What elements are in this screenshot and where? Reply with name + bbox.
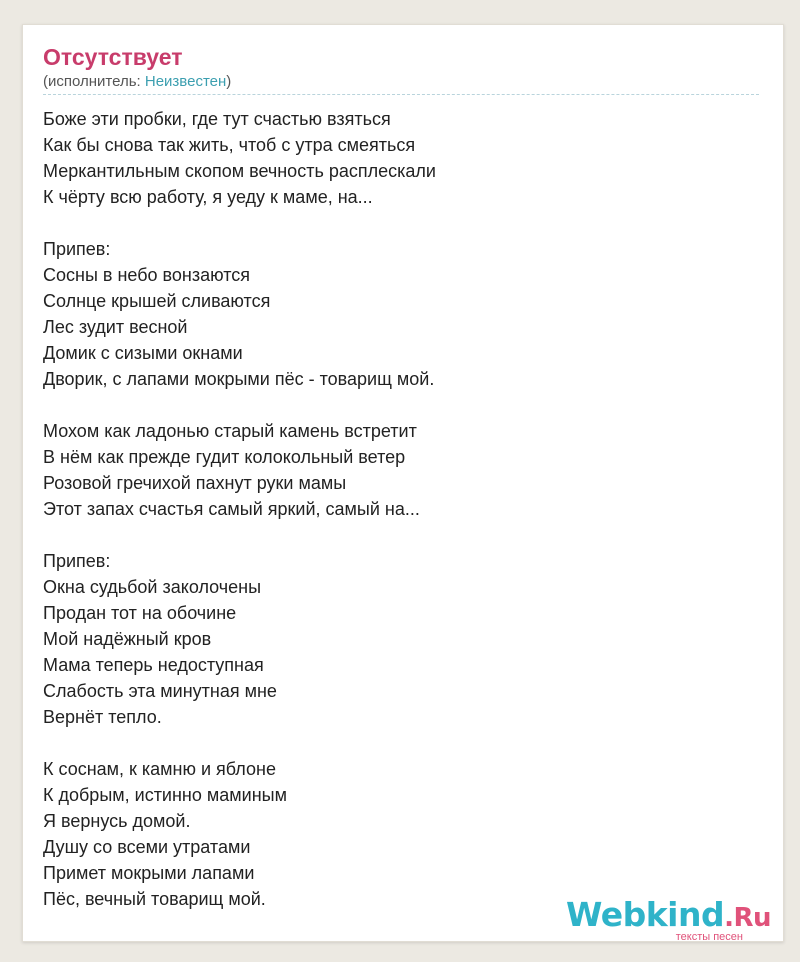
title-divider — [43, 94, 759, 95]
lyric-line: Окна судьбой заколочены — [43, 577, 262, 597]
logo-tld: .Ru — [724, 903, 771, 933]
lyric-line: Припев: — [43, 239, 111, 259]
lyrics-card — [22, 24, 784, 942]
artist-prefix: (исполнитель: — [43, 73, 145, 90]
lyric-line: Припев: — [43, 551, 111, 571]
lyric-line: Мохом как ладонью старый камень встретит — [43, 421, 417, 441]
lyric-line: Меркантильным скопом вечность расплескали — [43, 161, 436, 181]
stanza-outro — [43, 756, 763, 912]
lyric-line: Солнце крышей сливаются — [43, 291, 271, 311]
logo-main-text: Webkind — [565, 895, 725, 934]
lyric-line: Примет мокрыми лапами — [43, 863, 255, 883]
lyric-line: Продан тот на обочине — [43, 603, 237, 623]
lyric-line: Домик с сизыми окнами — [43, 343, 243, 363]
stanza-verse-1 — [43, 106, 763, 210]
artist-line — [43, 73, 231, 91]
webkind-logo[interactable] — [565, 895, 771, 943]
lyric-line: Этот запах счастья самый яркий, самый на... — [43, 499, 420, 519]
lyric-line: К добрым, истинно маминым — [43, 785, 287, 805]
stanza-chorus-1 — [43, 236, 763, 392]
lyric-line: Душу со всеми утратами — [43, 837, 251, 857]
logo-subtitle: тексты песен — [675, 931, 743, 943]
artist-suffix: ) — [226, 73, 232, 90]
lyric-line: К чёрту всю работу, я уеду к маме, на... — [43, 187, 373, 207]
lyrics-text — [43, 106, 763, 938]
lyric-line: Лес зудит весной — [43, 317, 188, 337]
stanza-chorus-2 — [43, 548, 763, 730]
lyric-line: Дворик, с лапами мокрыми пёс - товарищ мой. — [43, 369, 435, 389]
lyric-line: Боже эти пробки, где тут счастью взяться — [43, 109, 391, 129]
lyric-line: Мой надёжный кров — [43, 629, 212, 649]
lyric-line: Я вернусь домой. — [43, 811, 191, 831]
lyric-line: Как бы снова так жить, чтоб с утра смеяться — [43, 135, 416, 155]
lyric-line: В нём как прежде гудит колокольный ветер — [43, 447, 406, 467]
artist-link[interactable]: Неизвестен — [144, 73, 227, 90]
lyric-line: К соснам, к камню и яблоне — [43, 759, 276, 779]
lyric-line: Вернёт тепло. — [43, 707, 162, 727]
lyric-line: Пёс, вечный товарищ мой. — [43, 889, 266, 909]
lyric-line: Розовой гречихой пахнут руки мамы — [43, 473, 347, 493]
song-title: Отсутствует — [43, 44, 183, 70]
lyric-line: Мама теперь недоступная — [43, 655, 264, 675]
stanza-verse-2 — [43, 418, 763, 522]
lyric-line: Слабость эта минутная мне — [43, 681, 277, 701]
lyric-line: Сосны в небо вонзаются — [43, 265, 250, 285]
